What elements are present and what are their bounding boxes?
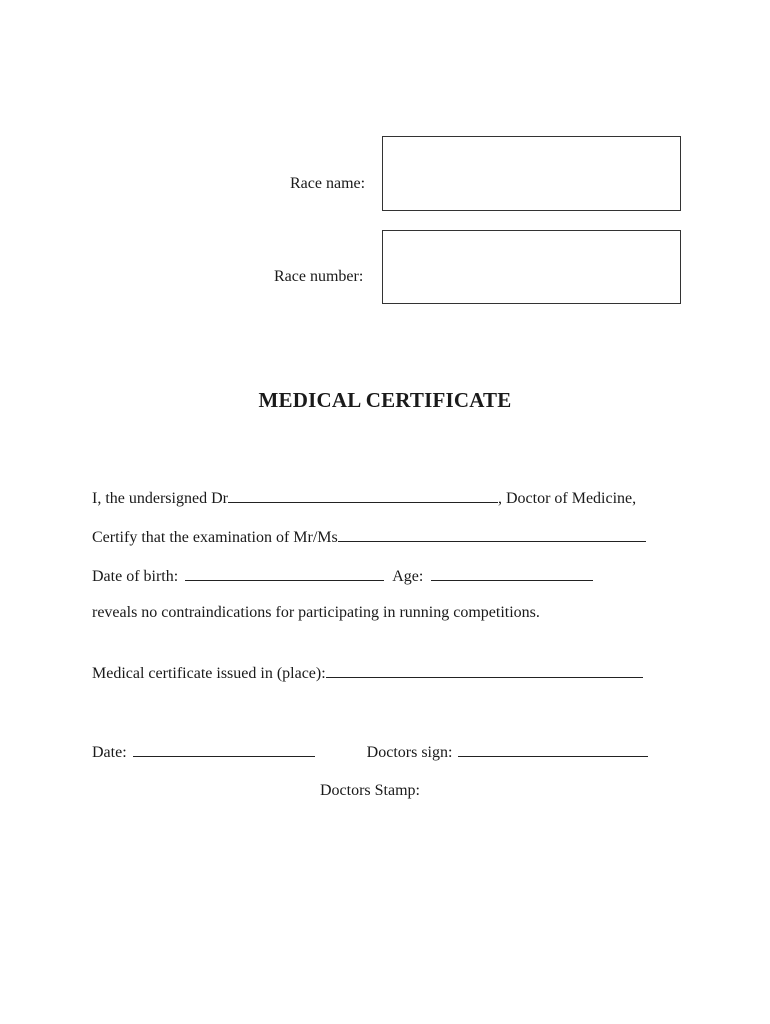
document-title: MEDICAL CERTIFICATE [258,388,512,412]
race-name-label: Race name: [290,175,366,192]
date-blank[interactable] [133,741,315,757]
stamp-label: Doctors Stamp: [320,782,420,799]
doctor-suffix: , Doctor of Medicine, [497,490,637,507]
age-label: Age: [392,568,424,585]
dob-label: Date of birth: [92,568,179,585]
certify-prefix: Certify that the examination of Mr/Ms [92,529,338,546]
issued-line [92,662,643,684]
age-blank[interactable] [431,565,593,581]
date-label: Date: [92,744,127,761]
dob-blank[interactable] [185,565,384,581]
issued-place-blank[interactable] [326,662,643,678]
dob-age-line [92,565,593,587]
sign-label: Doctors sign: [366,744,453,761]
issued-label: Medical certificate issued in (place): [92,665,326,682]
race-number-label: Race number: [274,268,364,285]
date-sign-line [92,741,648,763]
doctor-line [92,487,636,509]
certify-line [92,526,646,548]
doctor-name-blank[interactable] [228,487,498,503]
reveals-text: reveals no contraindications for participating in running competitions. [92,604,540,621]
race-name-field[interactable] [382,136,681,211]
doctor-prefix: I, the undersigned Dr [92,490,228,507]
sign-blank[interactable] [458,741,648,757]
patient-name-blank[interactable] [338,526,646,542]
race-number-field[interactable] [382,230,681,304]
